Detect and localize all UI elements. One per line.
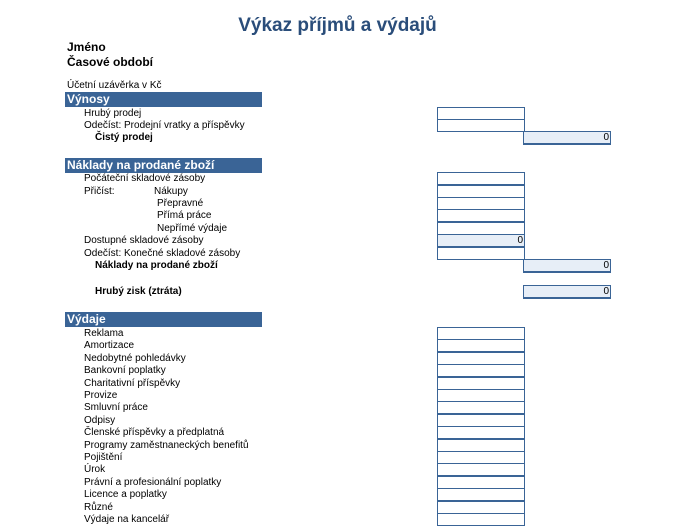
expense-item-label: Právní a profesionální poplatky (84, 476, 222, 488)
expense-item-label: Členské příspěvky a předplatná (84, 427, 225, 439)
expense-item-cell[interactable] (437, 377, 525, 390)
expense-item-label: Bankovní poplatky (84, 365, 166, 377)
expense-item-label: Amortizace (84, 340, 135, 352)
expense-item-cell[interactable] (437, 426, 525, 439)
expense-item-label: Smluvní práce (84, 402, 148, 414)
direct-labor-cell[interactable] (437, 209, 525, 222)
expense-item-label: Výdaje na kancelář (84, 514, 170, 525)
expense-item-label: Odpisy (84, 414, 116, 426)
expense-item-label: Provize (84, 390, 118, 401)
add-label: Přičíst: (84, 186, 115, 197)
expense-item-cell[interactable] (437, 339, 525, 352)
beginning-inventory-label: Počáteční skladové zásoby (84, 173, 206, 184)
expense-item-cell[interactable] (437, 389, 525, 402)
expense-item-label: Programy zaměstnaneckých benefitů (84, 439, 249, 451)
expense-item-label: Reklama (84, 328, 124, 339)
name-label: Jméno (67, 40, 106, 54)
gross-profit-total[interactable]: 0 (523, 285, 611, 299)
returns-label: Odečíst: Prodejní vratky a příspěvky (84, 120, 245, 131)
gross-profit-label: Hrubý zisk (ztráta) (95, 286, 182, 297)
expense-item-cell[interactable] (437, 463, 525, 476)
expenses-header: Výdaje (65, 312, 262, 327)
expense-item-cell[interactable] (437, 488, 525, 501)
cogs-total[interactable]: 0 (523, 259, 611, 273)
available-inventory-label: Dostupné skladové zásoby (84, 235, 204, 246)
currency-note: Účetní uzávěrka v Kč (67, 80, 162, 91)
expense-item-cell[interactable] (437, 414, 525, 427)
returns-cell[interactable] (437, 119, 525, 132)
expense-item-cell[interactable] (437, 352, 525, 365)
expense-item-cell[interactable] (437, 476, 525, 489)
expense-item-label: Různé (84, 501, 113, 513)
expense-item-cell[interactable] (437, 439, 525, 452)
expense-item-label: Nedobytné pohledávky (84, 352, 186, 364)
available-inventory-cell[interactable]: 0 (437, 234, 525, 248)
ending-inventory-label: Odečíst: Konečné skladové zásoby (84, 248, 241, 259)
gross-sales-label: Hrubý prodej (84, 108, 142, 119)
net-sales-total[interactable]: 0 (523, 131, 611, 145)
expense-item-cell[interactable] (437, 364, 525, 377)
page-title: Výkaz příjmů a výdajů (238, 15, 437, 36)
freight-label: Přepravné (157, 198, 204, 209)
period-label: Časové období (67, 55, 154, 69)
expense-item-label: Pojištění (84, 452, 123, 463)
beginning-inventory-cell[interactable] (437, 172, 525, 185)
expense-item-label: Licence a poplatky (84, 489, 167, 501)
ending-inventory-cell[interactable] (437, 247, 525, 260)
expense-item-label: Charitativní příspěvky (84, 377, 181, 389)
expense-item-cell[interactable] (437, 327, 525, 340)
expense-item-cell[interactable] (437, 501, 525, 514)
expense-item-cell[interactable] (437, 401, 525, 414)
indirect-expenses-label: Nepřímé výdaje (157, 223, 228, 234)
revenue-header: Výnosy (65, 92, 262, 107)
cogs-total-label: Náklady na prodané zboží (95, 260, 218, 271)
cogs-header: Náklady na prodané zboží (65, 158, 262, 173)
net-sales-label: Čistý prodej (95, 132, 153, 143)
direct-labor-label: Přímá práce (157, 210, 212, 221)
expense-item-label: Úrok (84, 464, 106, 476)
expense-item-cell[interactable] (437, 451, 525, 464)
purchases-label: Nákupy (154, 186, 188, 197)
